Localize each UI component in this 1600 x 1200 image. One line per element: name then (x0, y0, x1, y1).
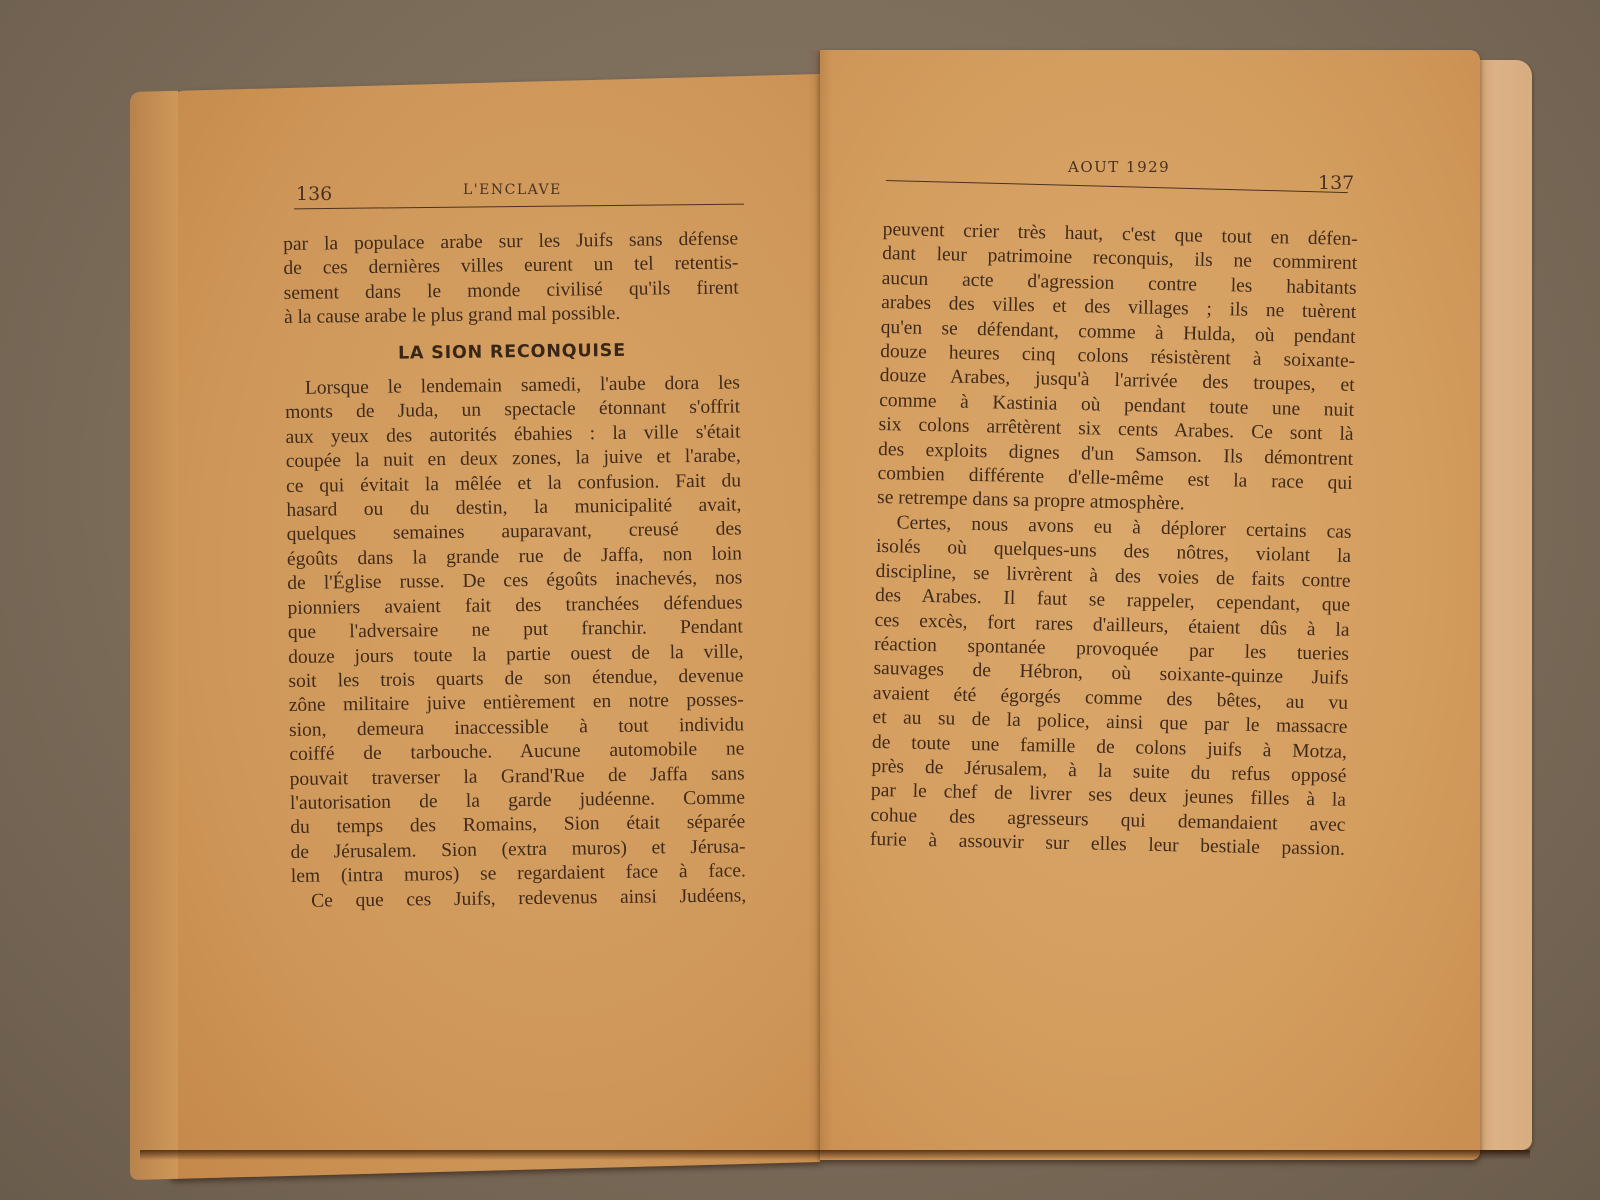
text-line: dant leur patrimoine reconquis, ils ne commirent (882, 243, 1358, 275)
text-line: Ce que ces Juifs, redevenus ainsi Judéens, (311, 884, 747, 912)
text-line: de Jérusalem. Sion (extra muros) et Jérusa- (290, 836, 746, 863)
text-line: peuvent crier très haut, c'est que tout en défen- (882, 218, 1358, 250)
paragraph-second (870, 511, 1352, 863)
text-line: sion, demeura inaccessible à tout individu (288, 714, 745, 741)
text-line: de ces dernières villes eurent un tel retentis- (283, 252, 739, 280)
text-line: du temps des Romains, Sion était séparée (290, 811, 746, 839)
text-line: coupée la nuit en deux zones, la juive et l'arabe, (285, 445, 741, 473)
text-line: isolés où quelques-uns des nôtres, violant la (875, 536, 1352, 568)
text-line: des Arabes. Il faut se rappeler, cependant, que (874, 585, 1351, 616)
text-line: cohue des agresseurs qui demandaient avec (870, 804, 1346, 836)
section-heading: LA SION RECONQUISE (397, 340, 627, 364)
text-line: coiffé de tarbouche. Aucune automobile ne (289, 738, 745, 766)
text-line: Lorsque le lendemain samedi, l'aube dora les (304, 372, 740, 399)
right-page-number: 137 (1318, 172, 1355, 194)
text-line: sauvages de Hébron, où soixante-quinze Juifs (873, 658, 1349, 690)
text-line: pionniers avaient fait des tranchées défendues (287, 592, 743, 619)
text-line: aux yeux des autorités ébahies : la ville s'était (285, 421, 741, 448)
text-line: de l'Église russe. De ces égoûts inachevés, nos (287, 567, 743, 595)
text-line: douze Arabes, jusqu'à l'arrivée des troupes, et (879, 365, 1355, 397)
right-running-title: AOUT 1929 (1068, 158, 1171, 176)
text-line: qu'en se défendant, comme à Hulda, où pendant (880, 316, 1356, 348)
paragraph-main (285, 371, 746, 889)
text-line: pouvait traverser la Grand'Rue de Jaffa sans (289, 762, 745, 790)
text-line: réaction spontanée provoquée par les tueries (873, 633, 1350, 665)
page-bottom-shadow (140, 1150, 1530, 1160)
text-line: que l'adversaire ne put franchir. Pendant (287, 616, 743, 644)
text-line: aucun acte d'agression contre les habitants (881, 267, 1357, 299)
text-line: arabes des villes et des villages ; ils ne tuèrent (881, 292, 1357, 324)
text-line: douze jours toute la partie ouest de la ville, (288, 640, 744, 668)
left-page-text (283, 227, 746, 913)
text-line: comme à Kastinia où pendant toute une nuit (878, 389, 1355, 421)
text-line: ce qui évitait la mêlée et la confusion. Fait du (285, 470, 742, 497)
text-line: par la populace arabe sur les Juifs sans défense (283, 228, 739, 255)
text-line: discipline, se livrèrent à des voies de faits contre (875, 560, 1351, 592)
text-line: soit les trois quarts de son étendue, devenue (288, 665, 744, 692)
text-line: lem (intra muros) se regardaient face à face. (290, 860, 746, 888)
text-line: l'autorisation de la garde judéenne. Comme (289, 787, 746, 814)
text-line: se retrempe dans sa propre atmosphère. (876, 487, 1185, 515)
text-line: par le chef de livrer ses deux jeunes filles à la (870, 780, 1347, 812)
text-line: quelques semaines auparavant, creusé des (286, 518, 742, 546)
text-line: douze heures cinq colons résistèrent à soixante- (879, 341, 1356, 372)
text-line: avaient été égorgés comme des bêtes, au vu (872, 682, 1349, 714)
text-line: hasard ou du destin, la municipalité avait, (286, 494, 742, 522)
text-line: Certes, nous avons eu à déplorer certains cas (896, 512, 1352, 543)
text-line: des exploits dignes d'un Samson. Ils démontrent (877, 438, 1354, 470)
text-line: combien différente d'elle-même est la race qui (877, 463, 1353, 494)
paragraph-intro (283, 227, 739, 330)
text-line: égoûts dans la grande rue de Jaffa, non loin (286, 543, 743, 570)
text-line: monts de Juda, un spectacle étonnant s'offrit (285, 396, 741, 424)
text-line: à la cause arabe le plus grand mal possible. (283, 303, 621, 329)
text-line: de toute une famille de colons juifs à Motza, (871, 731, 1348, 763)
left-running-title: L'ENCLAVE (463, 182, 562, 198)
text-line: ces excès, fort rares d'ailleurs, étaient dûs à la (874, 609, 1350, 641)
text-line: six colons arrêtèrent six cents Arabes. Ce sont là (878, 414, 1354, 446)
text-line: près de Jérusalem, à la suite du refus opposé (871, 755, 1347, 787)
text-line: zône militaire juive entièrement en notre posses- (288, 689, 744, 717)
text-line: furie à assouvir sur elles leur bestiale passion. (869, 829, 1346, 860)
left-page-number: 136 (296, 183, 333, 205)
text-line: sement dans le monde civilisé qu'ils firent (283, 277, 739, 304)
right-page-text (870, 218, 1358, 862)
paragraph-continued (877, 218, 1358, 521)
text-line: et au su de la police, ainsi que par le massacre (872, 707, 1348, 738)
